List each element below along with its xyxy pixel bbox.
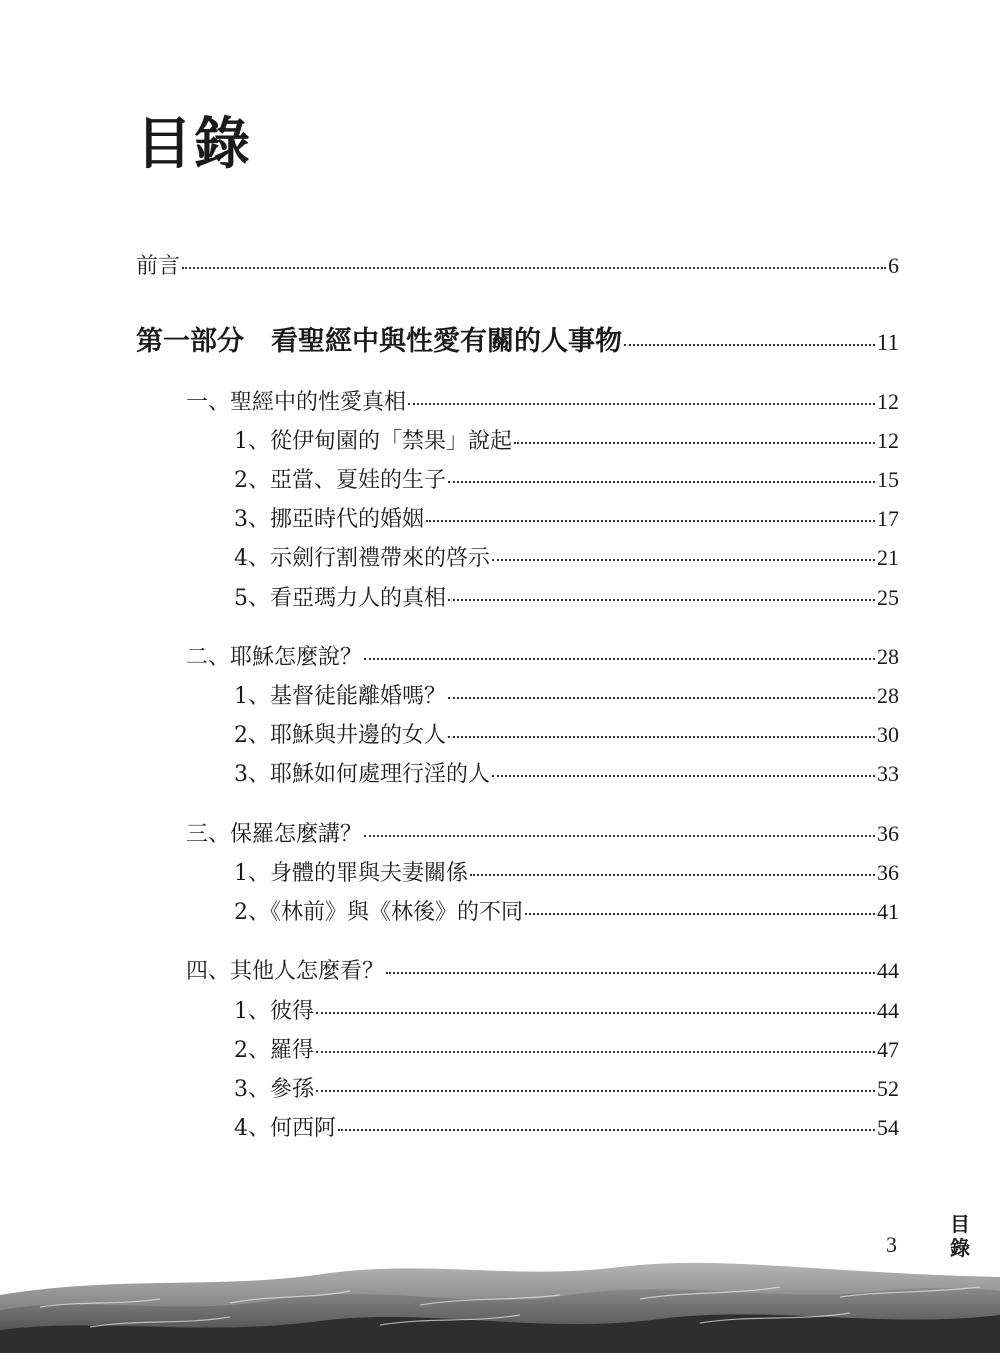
toc-entry-preface[interactable] (136, 250, 899, 282)
toc-entry-label: 二、耶穌怎麼說？ (186, 645, 363, 670)
toc-entry-label: 2、亞當、夏娃的生子 (234, 468, 446, 493)
toc-entry-label: 1、從伊甸園的「禁果」說起 (234, 429, 512, 454)
toc-page-number: 36 (877, 821, 899, 846)
toc-entry-label: 2、羅得 (234, 1038, 314, 1063)
toc-entry-label: 3、耶穌如何處理行淫的人 (234, 762, 490, 787)
toc-entry-label: 四、其他人怎麼看？ (186, 959, 385, 984)
toc-page-number: 36 (877, 860, 899, 885)
toc-leader-dots (492, 774, 875, 777)
toc-entry-section[interactable] (234, 1073, 899, 1105)
toc-entry-section[interactable] (234, 680, 899, 712)
toc-entry-section[interactable] (234, 542, 899, 574)
section-tab-char: 目 (950, 1212, 970, 1236)
toc-entry-chapter[interactable] (186, 955, 899, 987)
toc-entry-label: 3、挪亞時代的婚姻 (234, 507, 424, 532)
toc-page-number: 41 (877, 899, 899, 924)
toc-leader-dots (448, 480, 875, 483)
toc-leader-dots (338, 1128, 875, 1131)
toc-entry-label: 1、彼得 (234, 999, 314, 1024)
toc-entry-section[interactable] (234, 896, 899, 928)
toc-page-number: 15 (877, 467, 899, 492)
toc-leader-dots (408, 402, 875, 405)
toc-leader-dots (448, 598, 875, 601)
toc-page-number: 17 (877, 506, 899, 531)
toc-leader-dots (470, 873, 875, 876)
toc-entry-label: 4、何西阿 (234, 1116, 336, 1141)
toc-entry-section[interactable] (234, 464, 899, 496)
toc-entry-chapter[interactable] (186, 818, 899, 850)
toc-page-number: 52 (877, 1076, 899, 1101)
toc-entry-section[interactable] (234, 758, 899, 790)
toc-entry-label: 三、保羅怎麼講？ (186, 822, 363, 847)
toc-leader-dots (386, 971, 875, 974)
toc-page-number: 12 (877, 389, 899, 414)
toc-entry-label: 5、看亞瑪力人的真相 (234, 586, 446, 611)
toc-entry-section[interactable] (234, 582, 899, 614)
toc-entry-section[interactable] (234, 1034, 899, 1066)
toc-page-number: 54 (877, 1115, 899, 1140)
toc-entry-part-1[interactable] (136, 322, 899, 362)
toc-leader-dots (624, 343, 875, 346)
toc-leader-dots (364, 834, 875, 837)
toc-leader-dots (525, 912, 875, 915)
toc-entry-label: 4、示劍行割禮帶來的啓示 (234, 546, 490, 571)
toc-page-number: 47 (877, 1037, 899, 1062)
toc-leader-dots (316, 1089, 875, 1092)
toc-leader-dots (316, 1011, 875, 1014)
toc-leader-dots (364, 657, 875, 660)
toc-entry-section[interactable] (234, 995, 899, 1027)
toc-page-number: 44 (877, 958, 899, 983)
toc-entry-chapter[interactable] (186, 641, 899, 673)
page-number: 3 (886, 1232, 897, 1257)
toc-leader-dots (514, 441, 875, 444)
page-title: 目錄 (136, 112, 252, 177)
toc-leader-dots (182, 266, 886, 269)
toc-page-number: 33 (877, 761, 899, 786)
toc-entry-label: 1、身體的罪與夫妻關係 (234, 861, 468, 886)
toc-page-number: 25 (877, 585, 899, 610)
toc-page-number: 30 (877, 722, 899, 747)
toc-leader-dots (426, 519, 875, 522)
toc-entry-label: 2、耶穌與井邊的女人 (234, 723, 446, 748)
toc-leader-dots (448, 735, 875, 738)
toc-page-number: 28 (877, 683, 899, 708)
toc-entry-section[interactable] (234, 425, 899, 457)
toc-page-number: 21 (877, 545, 899, 570)
toc-page-number: 12 (877, 428, 899, 453)
wave-illustration (0, 1255, 1000, 1353)
section-tab-char: 錄 (950, 1236, 970, 1260)
toc-entry-section[interactable] (234, 719, 899, 751)
toc-page-number: 6 (888, 253, 899, 278)
toc-entry-label: 2、《林前》與《林後》的不同 (234, 900, 523, 925)
toc-page-number: 44 (877, 998, 899, 1023)
toc-leader-dots (316, 1050, 875, 1053)
toc-entry-section[interactable] (234, 503, 899, 535)
toc-entry-section[interactable] (234, 1112, 899, 1144)
toc-leader-dots (448, 696, 875, 699)
section-tab (948, 1212, 972, 1260)
toc-page-number: 28 (877, 644, 899, 669)
toc-entry-section[interactable] (234, 857, 899, 889)
toc-entry-chapter[interactable] (186, 386, 899, 418)
toc-page-number: 11 (876, 330, 899, 355)
toc-entry-label: 一、聖經中的性愛真相 (186, 390, 407, 415)
toc-entry-label: 1、基督徒能離婚嗎？ (234, 684, 446, 709)
toc-leader-dots (492, 558, 875, 561)
toc-entry-label: 3、參孫 (234, 1077, 314, 1102)
toc-entry-label: 前言 (136, 254, 181, 279)
toc-entry-label: 第一部分 看聖經中與性愛有關的人事物 (136, 326, 622, 357)
